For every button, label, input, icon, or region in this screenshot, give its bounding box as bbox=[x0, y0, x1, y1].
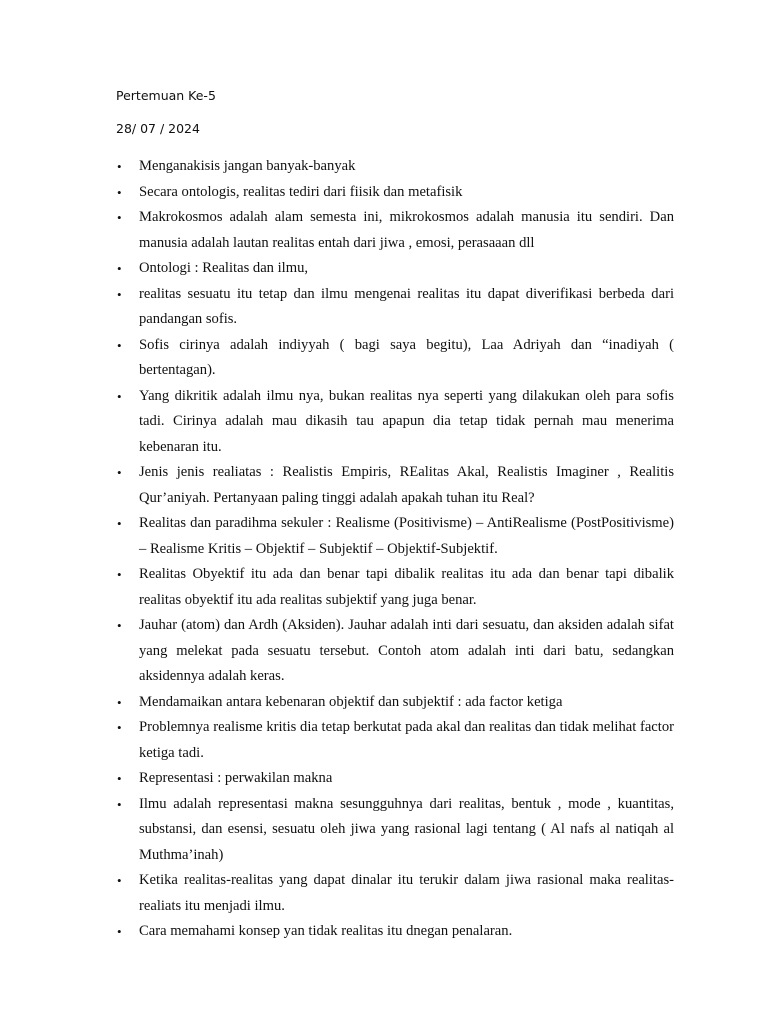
bullet-icon: • bbox=[117, 567, 122, 582]
list-item bbox=[116, 205, 674, 256]
bullet-icon: • bbox=[117, 771, 122, 786]
list-item bbox=[116, 333, 674, 384]
list-item bbox=[116, 256, 674, 282]
list-item-text: Ilmu adalah representasi makna sesungguhnya dari realitas, bentuk , mode , kuantitas, substansi, dan esensi, sesuatu oleh jiwa yang rasional lagi tentang ( Al nafs al natiqah al Muthma’inah) bbox=[139, 795, 674, 863]
list-item bbox=[116, 562, 674, 613]
list-item-text: Mendamaikan antara kebenaran objektif dan subjektif : ada factor ketiga bbox=[139, 693, 563, 710]
list-item-text: Sofis cirinya adalah indiyyah ( bagi saya begitu), Laa Adriyah dan “inadiyah ( bertentagan). bbox=[139, 336, 674, 378]
bullet-icon: • bbox=[117, 210, 122, 225]
list-item-text: Menganakisis jangan banyak-banyak bbox=[139, 158, 356, 174]
list-item-text: Ontologi : Realitas dan ilmu, bbox=[139, 260, 309, 276]
list-item bbox=[116, 792, 674, 869]
list-item bbox=[116, 868, 674, 919]
bullet-icon: • bbox=[117, 388, 122, 404]
list-item-text: Cara memahami konsep yan tidak realitas itu dnegan penalaran. bbox=[139, 923, 513, 939]
bullet-icon: • bbox=[117, 694, 122, 710]
list-item-text: Ketika realitas-realitas yang dapat dinalar itu terukir dalam jiwa rasional maka realitas-realiats itu menjadi ilmu. bbox=[139, 872, 674, 914]
list-item-text: Realitas Obyektif itu ada dan benar tapi dibalik realitas itu ada dan benar tapi dibalik realitas obyektif itu ada realitas subjektif yang juga benar. bbox=[139, 566, 674, 608]
list-item bbox=[116, 460, 674, 511]
bullet-icon: • bbox=[117, 873, 122, 888]
bullet-icon: • bbox=[117, 516, 122, 531]
list-item bbox=[116, 766, 674, 792]
list-item bbox=[116, 180, 674, 206]
bullet-icon: • bbox=[117, 184, 122, 200]
bullet-icon: • bbox=[117, 796, 122, 812]
list-item bbox=[116, 919, 674, 945]
bullet-icon: • bbox=[117, 465, 122, 480]
bullet-icon: • bbox=[117, 286, 122, 302]
bullet-icon: • bbox=[117, 618, 122, 633]
page-title: Pertemuan Ke-5 bbox=[116, 88, 216, 103]
list-item-text: Makrokosmos adalah alam semesta ini, mikrokosmos adalah manusia itu sendiri. Dan manusia adalah lautan realitas entah dari jiwa , emosi, perasaaan dll bbox=[139, 209, 674, 251]
list-item bbox=[116, 613, 674, 690]
list-item bbox=[116, 511, 674, 562]
list-item-text: Realitas dan paradihma sekuler : Realisme (Positivisme) – AntiRealisme (PostPositivisme) – Realisme Kritis – Objektif – Subjektif – Objektif-Subjektif. bbox=[139, 515, 674, 557]
list-item bbox=[116, 154, 674, 180]
list-item bbox=[116, 282, 674, 333]
list-item-text: Secara ontologis, realitas tediri dari fiisik dan metafisik bbox=[139, 183, 463, 200]
list-item bbox=[116, 715, 674, 766]
list-item-text: realitas sesuatu itu tetap dan ilmu mengenai realitas itu dapat diverifikasi berbeda dari pandangan sofis. bbox=[139, 285, 674, 327]
date-line: 28/ 07 / 2024 bbox=[116, 121, 200, 136]
list-item-text: Representasi : perwakilan makna bbox=[139, 770, 333, 786]
notes-list bbox=[116, 154, 674, 945]
bullet-icon: • bbox=[117, 720, 122, 735]
bullet-icon: • bbox=[117, 159, 122, 174]
list-item-text: Jauhar (atom) dan Ardh (Aksiden). Jauhar adalah inti dari sesuatu, dan aksiden adalah sifat yang melekat pada sesuatu tersebut. Contoh atom adalah inti dari batu, sedangkan aksidennya adalah keras. bbox=[139, 617, 674, 684]
list-item-text: Yang dikritik adalah ilmu nya, bukan realitas nya seperti yang dilakukan oleh para sofis tadi. Cirinya adalah mau dikasih tau apapun dia tetap tidak pernah mau menerima kebenaran itu. bbox=[139, 387, 674, 455]
list-item bbox=[116, 384, 674, 461]
bullet-icon: • bbox=[117, 261, 122, 276]
bullet-icon: • bbox=[117, 924, 122, 939]
list-item-text: Jenis jenis realiatas : Realistis Empiris, REalitas Akal, Realistis Imaginer , Realitis Qur’aniyah. Pertanyaan paling tinggi adalah apakah tuhan itu Real? bbox=[139, 464, 674, 506]
bullet-icon: • bbox=[117, 337, 122, 353]
list-item bbox=[116, 690, 674, 716]
list-item-text: Problemnya realisme kritis dia tetap berkutat pada akal dan realitas dan tidak melihat factor ketiga tadi. bbox=[139, 719, 674, 761]
